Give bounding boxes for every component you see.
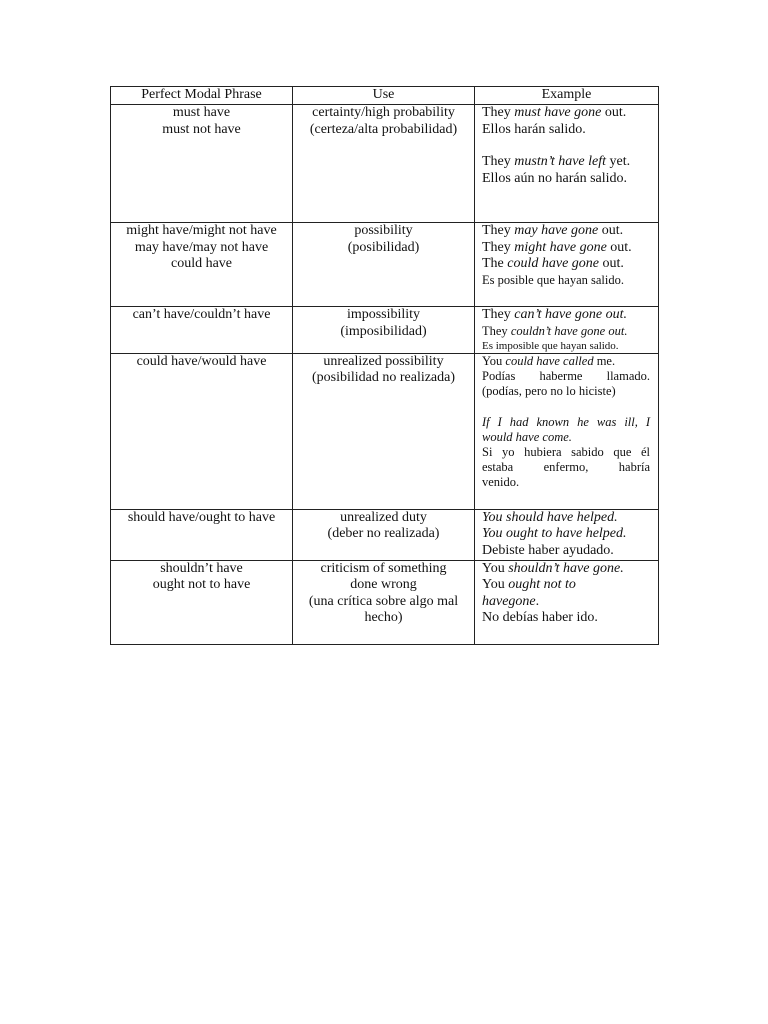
phrase-cell [111,560,293,644]
example-line: You shouldn’t have gone. [482,560,624,576]
example-line: They couldn’t have gone out. [482,323,628,338]
phrase-text: could have [170,256,233,272]
use-text: (deber no realizada) [327,526,440,542]
example-line: No debías haber ido. [482,610,598,626]
example-line: Es posible que hayan salido. [482,272,624,287]
phrase-text: must not have [162,121,241,137]
phrase-cell [111,105,293,223]
example-line: Si yo hubiera sabido que él [482,444,650,459]
use-text: unrealized possibility [323,353,444,369]
use-cell [293,560,475,644]
table-row [111,105,659,223]
use-text: (una crítica sobre algo mal [308,593,459,609]
example-line: You could have called me. [482,353,616,368]
example-line: If I had known he was ill, I [482,414,650,429]
example-line: estaba enfermo, habría [482,459,650,474]
perfect-modal-table [110,86,659,645]
example-line: Debiste haber ayudado. [482,542,614,558]
phrase-cell [111,353,293,509]
table-row [111,509,659,560]
example-line: The could have gone out. [482,256,624,272]
use-text: certainty/high probability [312,105,455,120]
example-cell [475,353,659,509]
example-line: Es imposible que hayan salido. [482,339,619,352]
use-text: (certeza/alta probabilidad) [309,121,458,137]
example-line: They mustn’t have left yet. [482,154,631,170]
phrase-text: might have/might not have [126,223,277,238]
example-line: You should have helped. [482,509,618,525]
header-example: Example [475,87,659,105]
table-row [111,307,659,354]
phrase-cell [111,223,293,307]
use-cell [293,509,475,560]
phrase-text: can’t have/couldn’t have [132,307,271,322]
table-row [111,353,659,509]
example-line: They must have gone out. [482,105,627,120]
phrase-text: must have [172,105,231,120]
example-line: would have come. [482,429,572,444]
phrase-cell [111,509,293,560]
example-line: Ellos harán salido. [482,121,586,137]
example-line: You ought to have helped. [482,526,627,542]
table-header-row [111,87,659,105]
example-cell [475,560,659,644]
use-text: unrealized duty [340,509,427,525]
example-line: You ought not to [482,577,576,593]
use-text: possibility [354,223,413,238]
use-text: criticism of something [320,560,447,576]
example-cell [475,223,659,307]
example-cell [475,307,659,354]
use-text: done wrong [350,577,417,593]
example-line: They may have gone out. [482,223,624,238]
table-row [111,223,659,307]
use-cell [293,307,475,354]
phrase-text: could have/would have [136,353,267,369]
use-cell [293,223,475,307]
phrase-text: should have/ought to have [127,509,276,525]
phrase-text: may have/may not have [134,239,269,255]
table-row [111,560,659,644]
header-phrase: Perfect Modal Phrase [111,87,293,105]
example-line: They might have gone out. [482,239,632,255]
example-line: venido. [482,474,520,489]
use-text: (posibilidad no realizada) [311,370,456,386]
example-cell [475,105,659,223]
use-text: impossibility [346,307,421,322]
use-text: (posibilidad) [347,239,420,255]
example-line: Ellos aún no harán salido. [482,170,628,186]
example-line: Podías haberme llamado. [482,368,650,383]
example-line: (podías, pero no lo hiciste) [482,383,616,398]
header-use: Use [293,87,475,105]
phrase-text: ought not to have [152,577,251,593]
use-text: hecho) [364,610,403,626]
use-cell [293,353,475,509]
example-cell [475,509,659,560]
example-line: havegone. [482,593,540,609]
phrase-text: shouldn’t have [160,560,243,576]
phrase-cell [111,307,293,354]
use-text: (imposibilidad) [340,323,427,339]
use-cell [293,105,475,223]
example-line: They can’t have gone out. [482,307,628,322]
